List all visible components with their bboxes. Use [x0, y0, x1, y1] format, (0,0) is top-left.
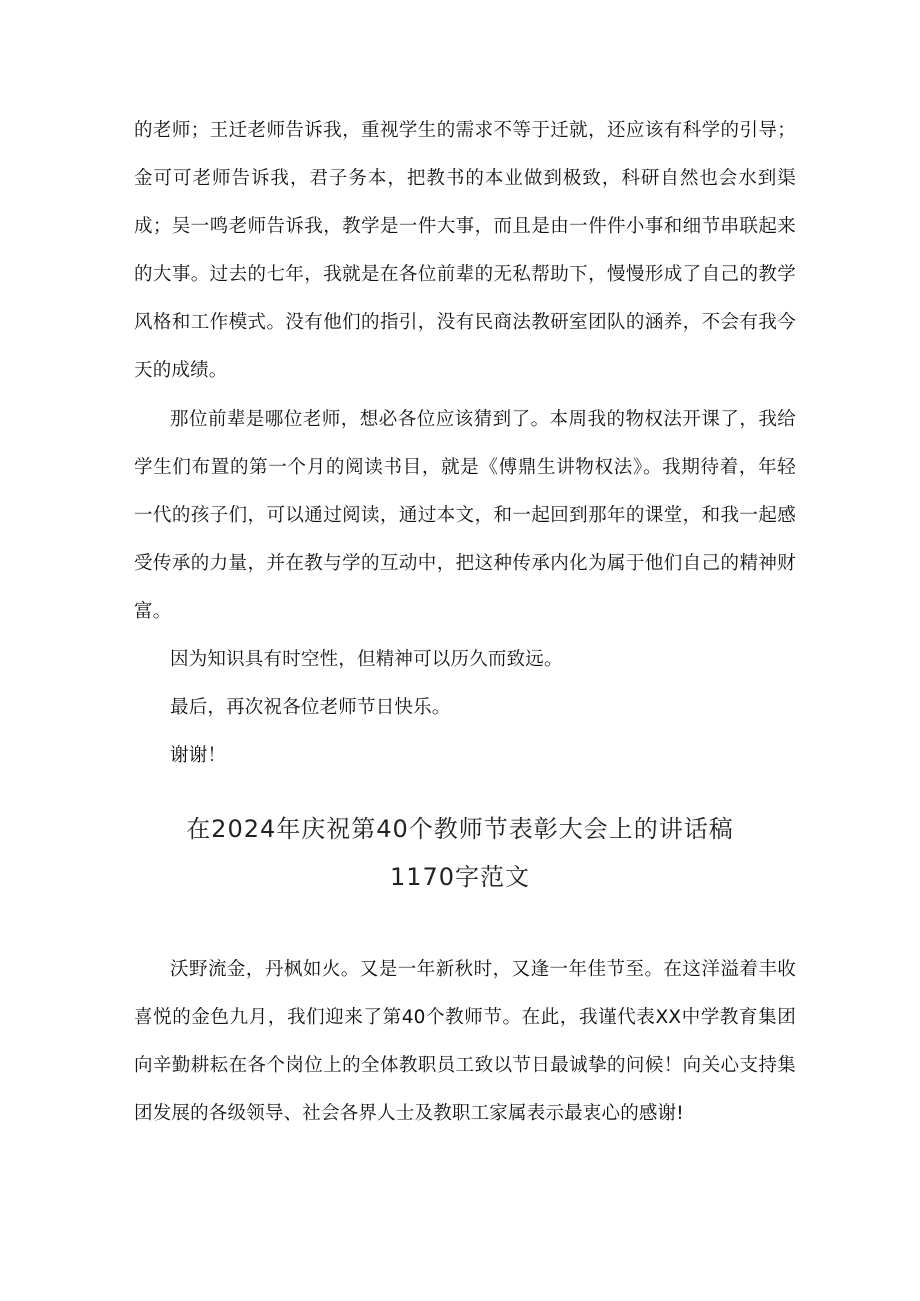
paragraph-wishes: 最后，再次祝各位老师节日快乐。	[170, 697, 451, 718]
paragraph-predecessor: 那位前辈是哪位老师，想必各位应该猜到了。本周我的物权法开课了，我给学生们布置的第一个月的阅读书目，就是《傅鼎生讲物权法》。我期待着，年轻一代的孩子们，可以通过阅读，通过本文，和一起回到那年的课堂，和我一起感受传承的力量，并在教与学的互动中，把这种传承内化为属于他们自己的精神财富。	[134, 409, 796, 622]
paragraph-knowledge: 因为知识具有时空性，但精神可以历久而致远。	[170, 649, 563, 670]
speech-paragraph: 沃野流金，丹枫如火。又是一年新秋时，又逢一年佳节至。在这洋溢着丰收喜悦的金色九月，我们迎来了第40个教师节。在此，我谨代表XX中学教育集团向辛勤耕耘在各个岗位上的全体教职员工致以节日最诚挚的问候！向关心支持集团发展的各级领导、社会各界人士及教职工家属表示最衷心的感谢!	[134, 959, 796, 1124]
intro-paragraph: 的老师；王迁老师告诉我，重视学生的需求不等于迁就，还应该有科学的引导；金可可老师告诉我，君子务本，把教书的本业做到极致，科研自然也会水到渠成；吴一鸣老师告诉我，教学是一件大事，而且是由一件件小事和细节串联起来的大事。过去的七年，我就是在各位前辈的无私帮助下，慢慢形成了自己的教学风格和工作模式。没有他们的指引，没有民商法教研室团队的涵养，不会有我今天的成绩。	[134, 120, 796, 381]
speech-title: 在2024年庆祝第40个教师节表彰大会上的讲话稿	[186, 815, 734, 843]
speech-subtitle: 1170字范文	[389, 863, 531, 891]
speech-block	[134, 946, 796, 1138]
paragraph-thanks: 谢谢！	[170, 745, 227, 766]
closing-block	[134, 396, 796, 780]
intro-block	[134, 107, 796, 395]
